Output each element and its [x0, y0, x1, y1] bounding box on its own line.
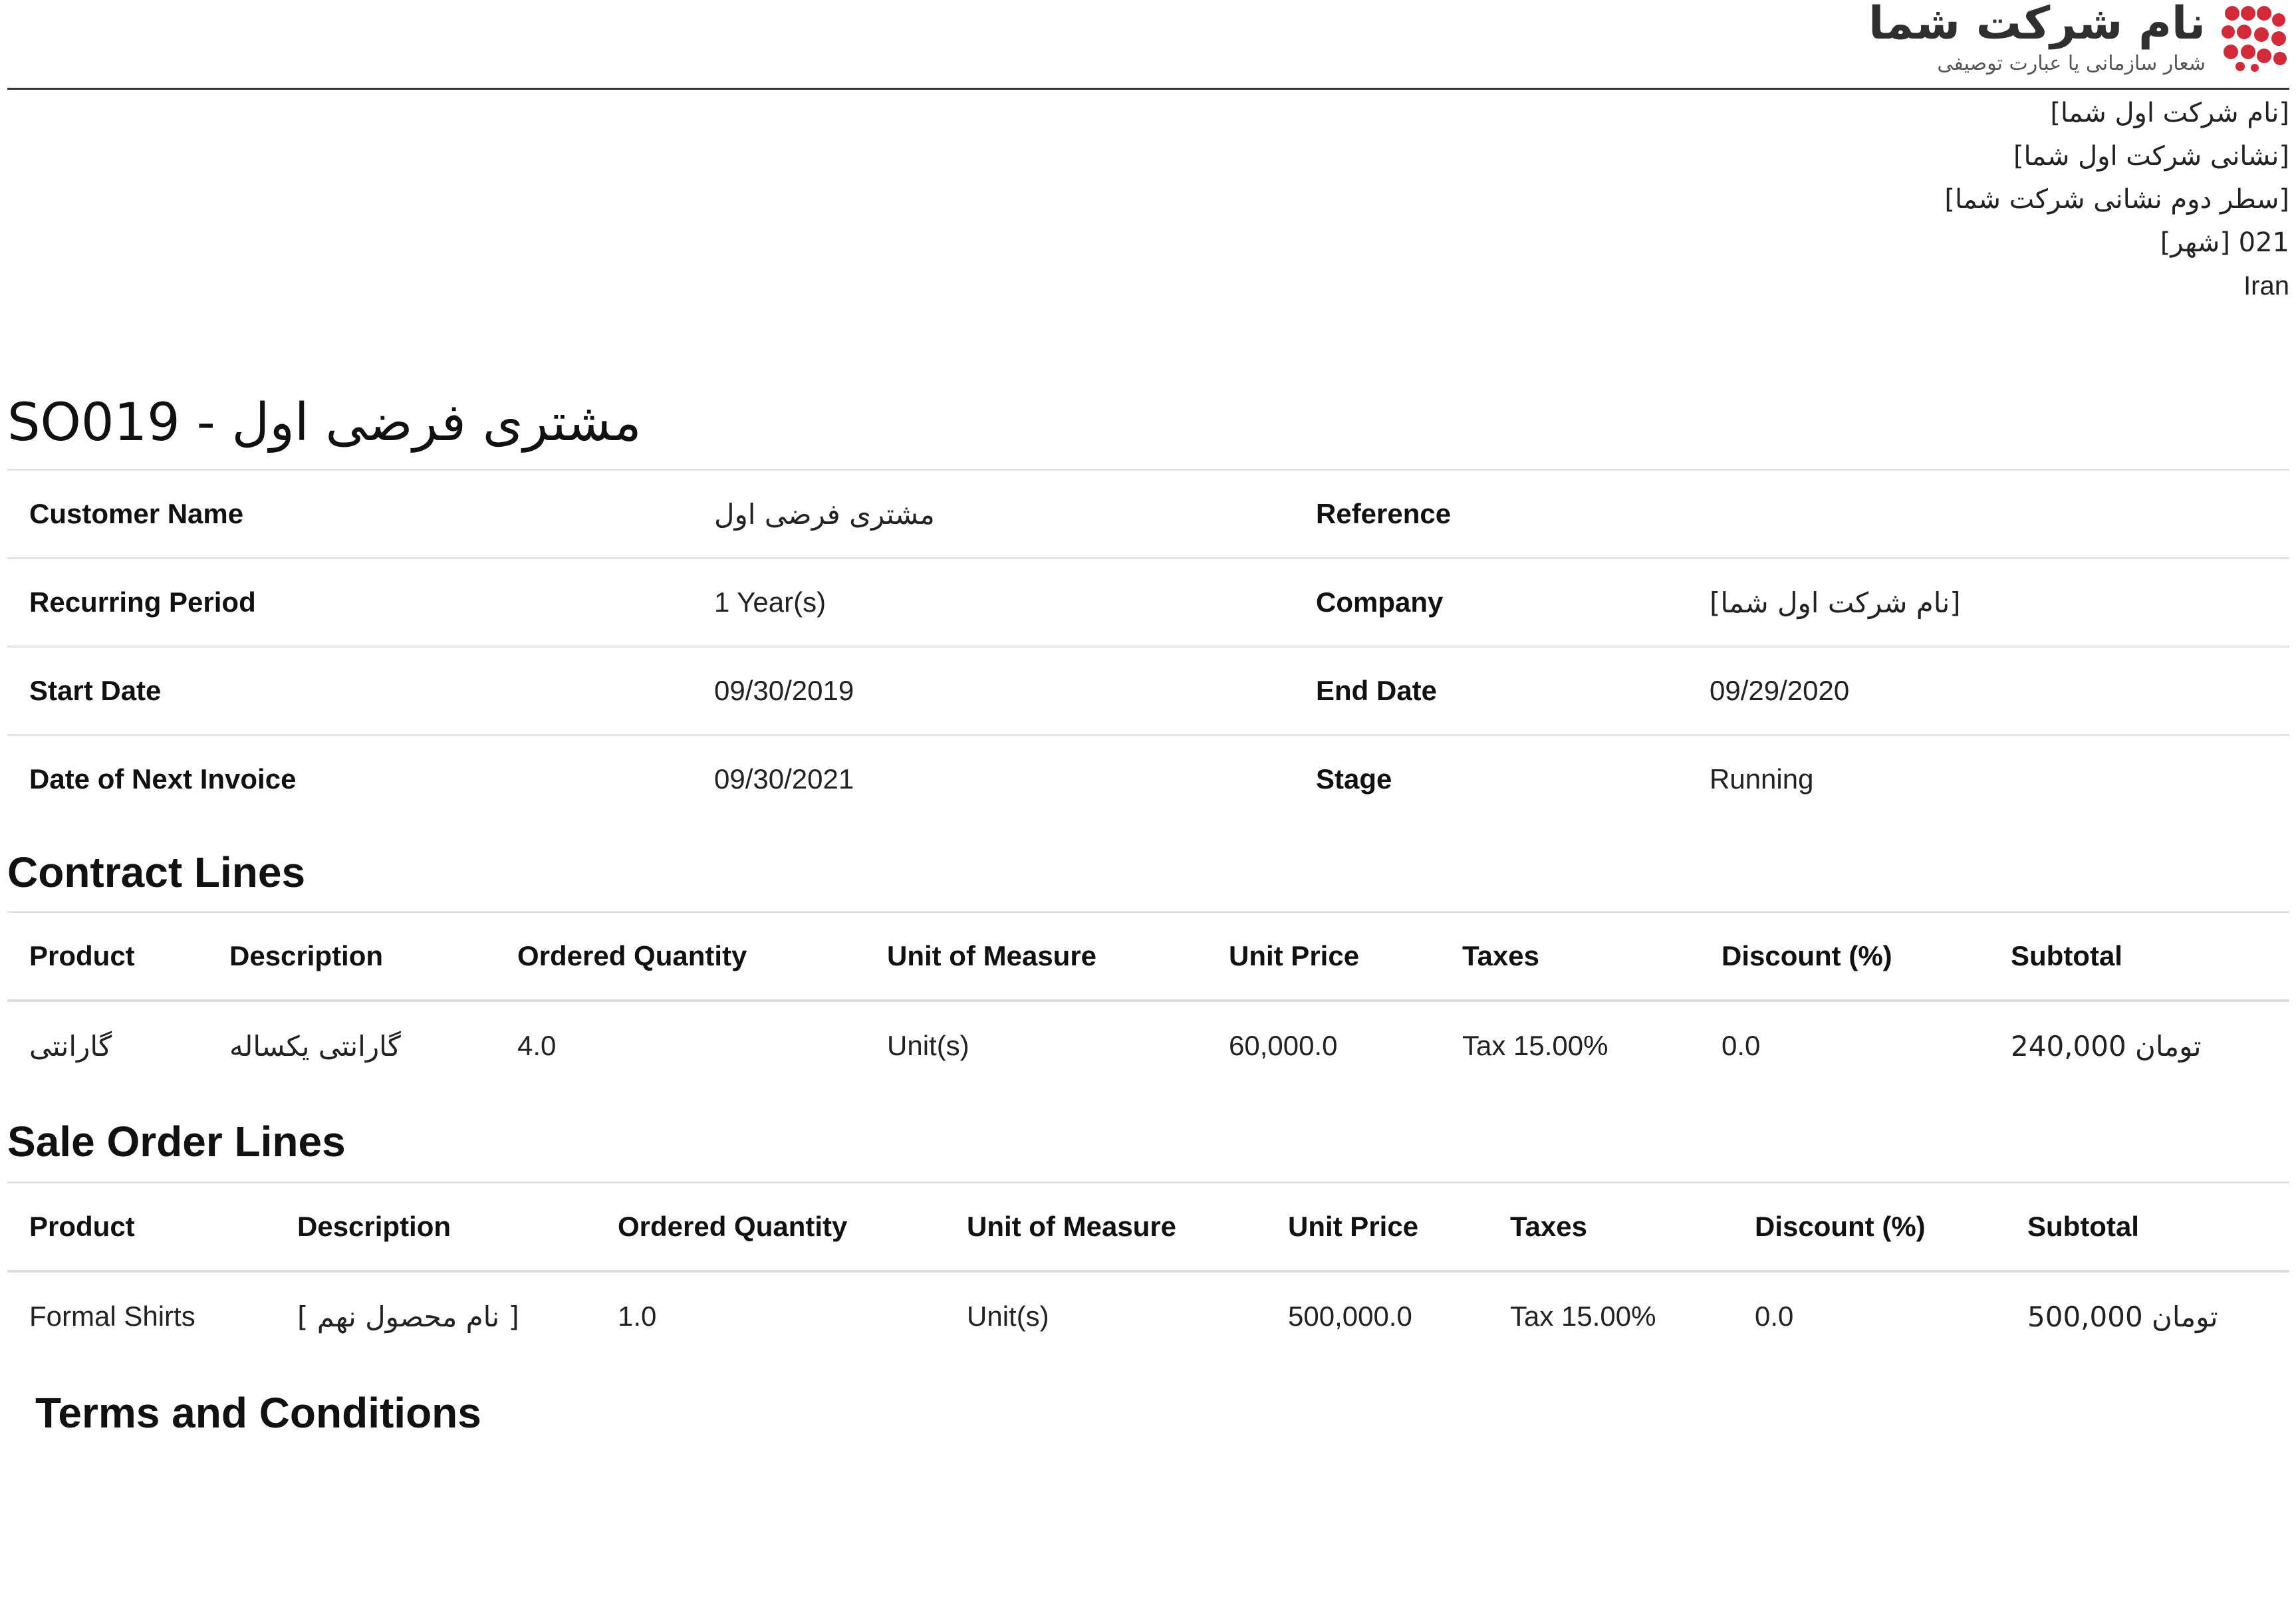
cell-quantity: 1.0: [618, 1300, 657, 1332]
cell-uom: Unit(s): [887, 1030, 969, 1061]
col-product: Product: [7, 912, 207, 1001]
title-code: SO019: [7, 393, 180, 453]
stage-value: Running: [1688, 735, 2289, 823]
stage-label: Stage: [1294, 735, 1688, 823]
company-label: Company: [1294, 558, 1688, 647]
col-unit-of-measure: Unit of Measure: [945, 1183, 1266, 1272]
address-line-1: [نام شرکت اول شما]: [2050, 98, 2289, 128]
col-discount: Discount (%): [1700, 912, 1989, 1001]
col-subtotal: Subtotal: [1989, 912, 2289, 1001]
address-line-city: 021 [شهر]: [2160, 227, 2289, 258]
cell-unit-price: 60,000.0: [1229, 1030, 1338, 1061]
contract-lines-table: [7, 911, 2289, 1090]
next-invoice-value: 09/30/2021: [692, 735, 1294, 823]
cell-subtotal: 500,000 تومان: [2027, 1300, 2218, 1333]
logo-text: [1868, 0, 2206, 77]
logo-company-name: نام شرکت شما: [1868, 0, 2206, 50]
info-row: [7, 558, 2289, 647]
info-row: [7, 735, 2289, 823]
recurring-period-label: Recurring Period: [7, 558, 692, 647]
cell-unit-price: 500,000.0: [1288, 1300, 1412, 1332]
address-line-country: Iran: [2243, 271, 2289, 301]
title-customer: مشتری فرضی اول: [231, 393, 642, 453]
col-ordered-quantity: Ordered Quantity: [495, 912, 865, 1001]
company-value: [نام شرکت اول شما]: [1710, 586, 1961, 619]
customer-name-label: Customer Name: [7, 470, 692, 558]
sale-subscription-report: [7, 0, 2289, 1609]
logo-dots-icon: [2220, 3, 2289, 72]
sale-order-lines-title: Sale Order Lines: [7, 1118, 346, 1166]
reference-label: Reference: [1294, 470, 1688, 558]
customer-name-value: مشتری فرضی اول: [714, 497, 935, 531]
end-date-value: 09/29/2020: [1688, 647, 2289, 735]
table-header-row: [7, 912, 2289, 1001]
col-taxes: Taxes: [1440, 912, 1700, 1001]
address-line-3: [سطر دوم نشانی شرکت شما]: [1944, 184, 2289, 215]
terms-title: Terms and Conditions: [35, 1389, 481, 1437]
col-taxes: Taxes: [1488, 1183, 1733, 1272]
col-unit-price: Unit Price: [1266, 1183, 1488, 1272]
subscription-info-table: [7, 469, 2289, 822]
cell-description: [ نام محصول نهم ]: [297, 1300, 519, 1333]
col-product: Product: [7, 1183, 275, 1272]
cell-product: Formal Shirts: [29, 1300, 195, 1332]
cell-product: گارانتی: [29, 1029, 112, 1062]
info-row: [7, 470, 2289, 558]
col-discount: Discount (%): [1733, 1183, 2005, 1272]
title-separator: -: [180, 393, 232, 453]
table-row: [7, 1271, 2289, 1360]
table-row: [7, 1001, 2289, 1090]
col-subtotal: Subtotal: [2005, 1183, 2289, 1272]
cell-subtotal: 240,000 تومان: [2011, 1029, 2202, 1062]
cell-discount: 0.0: [1755, 1300, 1794, 1332]
recurring-period-value: 1 Year(s): [692, 558, 1294, 647]
cell-taxes: Tax 15.00%: [1462, 1030, 1608, 1061]
end-date-label: End Date: [1294, 647, 1688, 735]
col-unit-of-measure: Unit of Measure: [865, 912, 1207, 1001]
col-description: Description: [275, 1183, 596, 1272]
company-address: [1944, 92, 2289, 308]
cell-description: گارانتی یکساله: [229, 1029, 401, 1062]
contract-lines-title: Contract Lines: [7, 848, 306, 896]
cell-uom: Unit(s): [967, 1300, 1049, 1332]
company-logo: [1868, 0, 2289, 82]
col-unit-price: Unit Price: [1207, 912, 1440, 1001]
start-date-value: 09/30/2019: [692, 647, 1294, 735]
address-line-2: [نشانی شرکت اول شما]: [2013, 141, 2289, 172]
info-row: [7, 647, 2289, 735]
logo-slogan: شعار سازمانی یا عبارت توصیفی: [1937, 52, 2206, 75]
sale-order-lines-table: [7, 1181, 2289, 1360]
col-description: Description: [207, 912, 495, 1001]
cell-discount: 0.0: [1722, 1030, 1761, 1061]
next-invoice-label: Date of Next Invoice: [7, 735, 692, 823]
header-divider: [7, 88, 2289, 90]
page-title: [7, 390, 642, 456]
cell-quantity: 4.0: [517, 1030, 557, 1061]
start-date-label: Start Date: [7, 647, 692, 735]
col-ordered-quantity: Ordered Quantity: [596, 1183, 945, 1272]
cell-taxes: Tax 15.00%: [1510, 1300, 1656, 1332]
reference-value: [1688, 470, 2289, 558]
table-header-row: [7, 1183, 2289, 1272]
